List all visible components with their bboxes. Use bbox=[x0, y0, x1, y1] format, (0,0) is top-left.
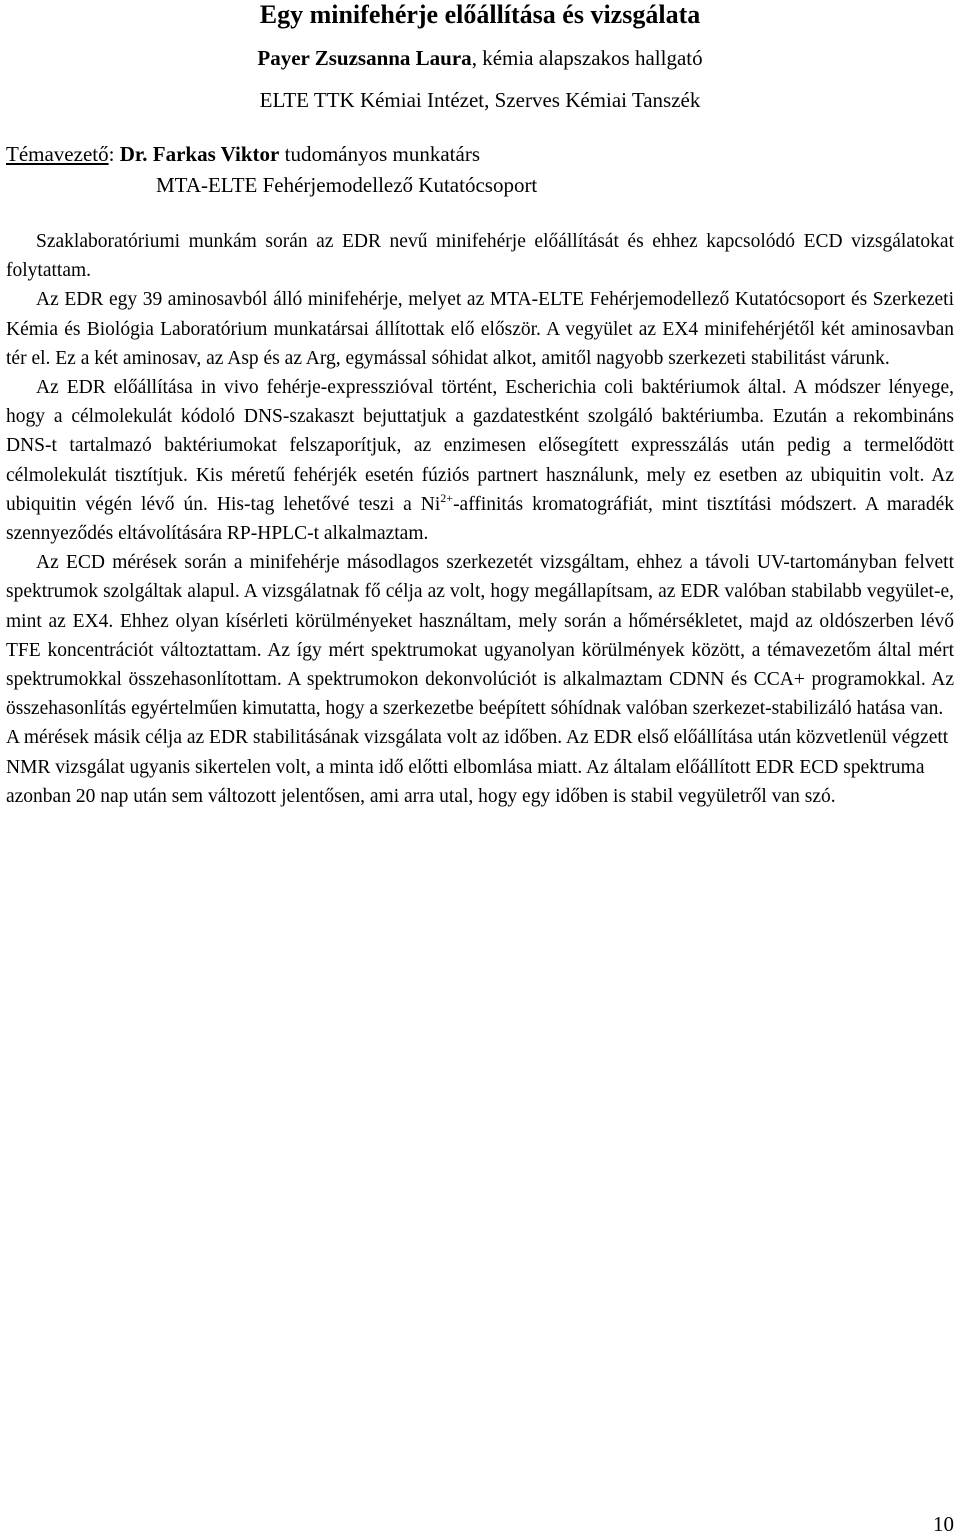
paragraph-edr-description: Az EDR egy 39 aminosavból álló minifehérje, melyet az MTA-ELTE Fehérjemodellező Kutatócsoport és Szerkezeti Kémia és Biológia Laboratórium munkatársai állítottak elő először. A vegyület az EX4 minifehérjétől két aminosavban tér el. Ez a két aminosav, az Asp és az Arg, egymással sóhidat alkot, amitől nagyobb szerkezeti stabilitást várunk. bbox=[6, 289, 954, 369]
supervisor-name: Dr. Farkas Viktor bbox=[119, 142, 280, 166]
paragraph-stability: A mérések másik célja az EDR stabilitásának vizsgálata volt az időben. Az EDR első előállítása után közvetlenül végzett NMR vizsgálat ugyanis sikertelen volt, a minta idő előtti elbomlása miatt. Az általam előállított EDR ECD spektruma azonban 20 nap után sem változott jelentősen, ami arra utal, hogy egy időben is stabil vegyületről van szó. bbox=[6, 727, 949, 807]
page-number: 10 bbox=[933, 1512, 954, 1536]
author-line bbox=[0, 45, 960, 71]
affiliation: ELTE TTK Kémiai Intézet, Szerves Kémiai Tanszék bbox=[259, 88, 701, 112]
paragraph-ecd-measurements: Az ECD mérések során a minifehérje másodlagos szerkezetét vizsgáltam, ehhez a távoli UV-tartományban felvett spektrumok szolgáltak alapul. A vizsgálatnak fő célja az volt, hogy megállapítsam, az EDR valóban stabilabb vegyület-e, mint az EX4. Ehhez olyan kísérleti körülményeket használtam, mely során a hőmérsékletet, majd az oldószerben lévő TFE koncentrációt változtattam. Az így mért spektrumokat ugyanolyan körülmények között, a témavezetőm által mért spektrumokkal összehasonlítottam. A spektrumokon dekonvolúciót is alkalmaztam CDNN és CCA+ programokkal. Az összehasonlítás egyértelműen kimutatta, hogy a szerkezetbe beépített sóhídnak valóban szerkezet-stabilizáló hatása van. bbox=[6, 552, 954, 720]
author-name: Payer Zsuzsanna Laura bbox=[257, 46, 472, 70]
research-group: MTA-ELTE Fehérjemodellező Kutatócsoport bbox=[156, 173, 538, 197]
document-body bbox=[6, 227, 954, 811]
document-title: Egy minifehérje előállítása és vizsgálata bbox=[259, 0, 701, 29]
expression-text-b: -affinitás kromatográfiát, mint tisztítási módszert. A maradék szennyeződés eltávolítására RP-HPLC-t alkalmaztam. bbox=[6, 493, 954, 545]
author-role: , kémia alapszakos hallgató bbox=[471, 46, 703, 70]
nickel-charge-superscript: 2+ bbox=[440, 490, 454, 505]
supervisor-label: Témavezető bbox=[6, 142, 109, 166]
paragraph-expression-method bbox=[6, 373, 954, 548]
supervisor-role: tudományos munkatárs bbox=[279, 142, 480, 166]
supervisor-line bbox=[6, 141, 480, 167]
supervisor-colon: : bbox=[108, 142, 120, 166]
expression-text-a: Az EDR előállítása in vivo fehérje-expresszióval történt, Escherichia coli baktériumok által. A módszer lényege, hogy a célmolekulát kódoló DNS-szakaszt bejuttatjuk a gazdatestként szolgáló baktériumba. Ezután a rekombináns DNS-t tartalmazó baktériumokat felszaporítjuk, az enzimesen elősegített expresszálás után pedig a termelődött célmolekulát tisztítjuk. Kis méretű fehérjék esetén fúziós partnert használunk, mely ez esetben az ubiquitin volt. Az ubiquitin végén lévő ún. His-tag lehetővé teszi a Ni bbox=[6, 377, 954, 515]
paragraph-intro: Szaklaboratóriumi munkám során az EDR nevű minifehérje előállítását és ehhez kapcsolódó ECD vizsgálatokat folytattam. bbox=[6, 231, 954, 282]
